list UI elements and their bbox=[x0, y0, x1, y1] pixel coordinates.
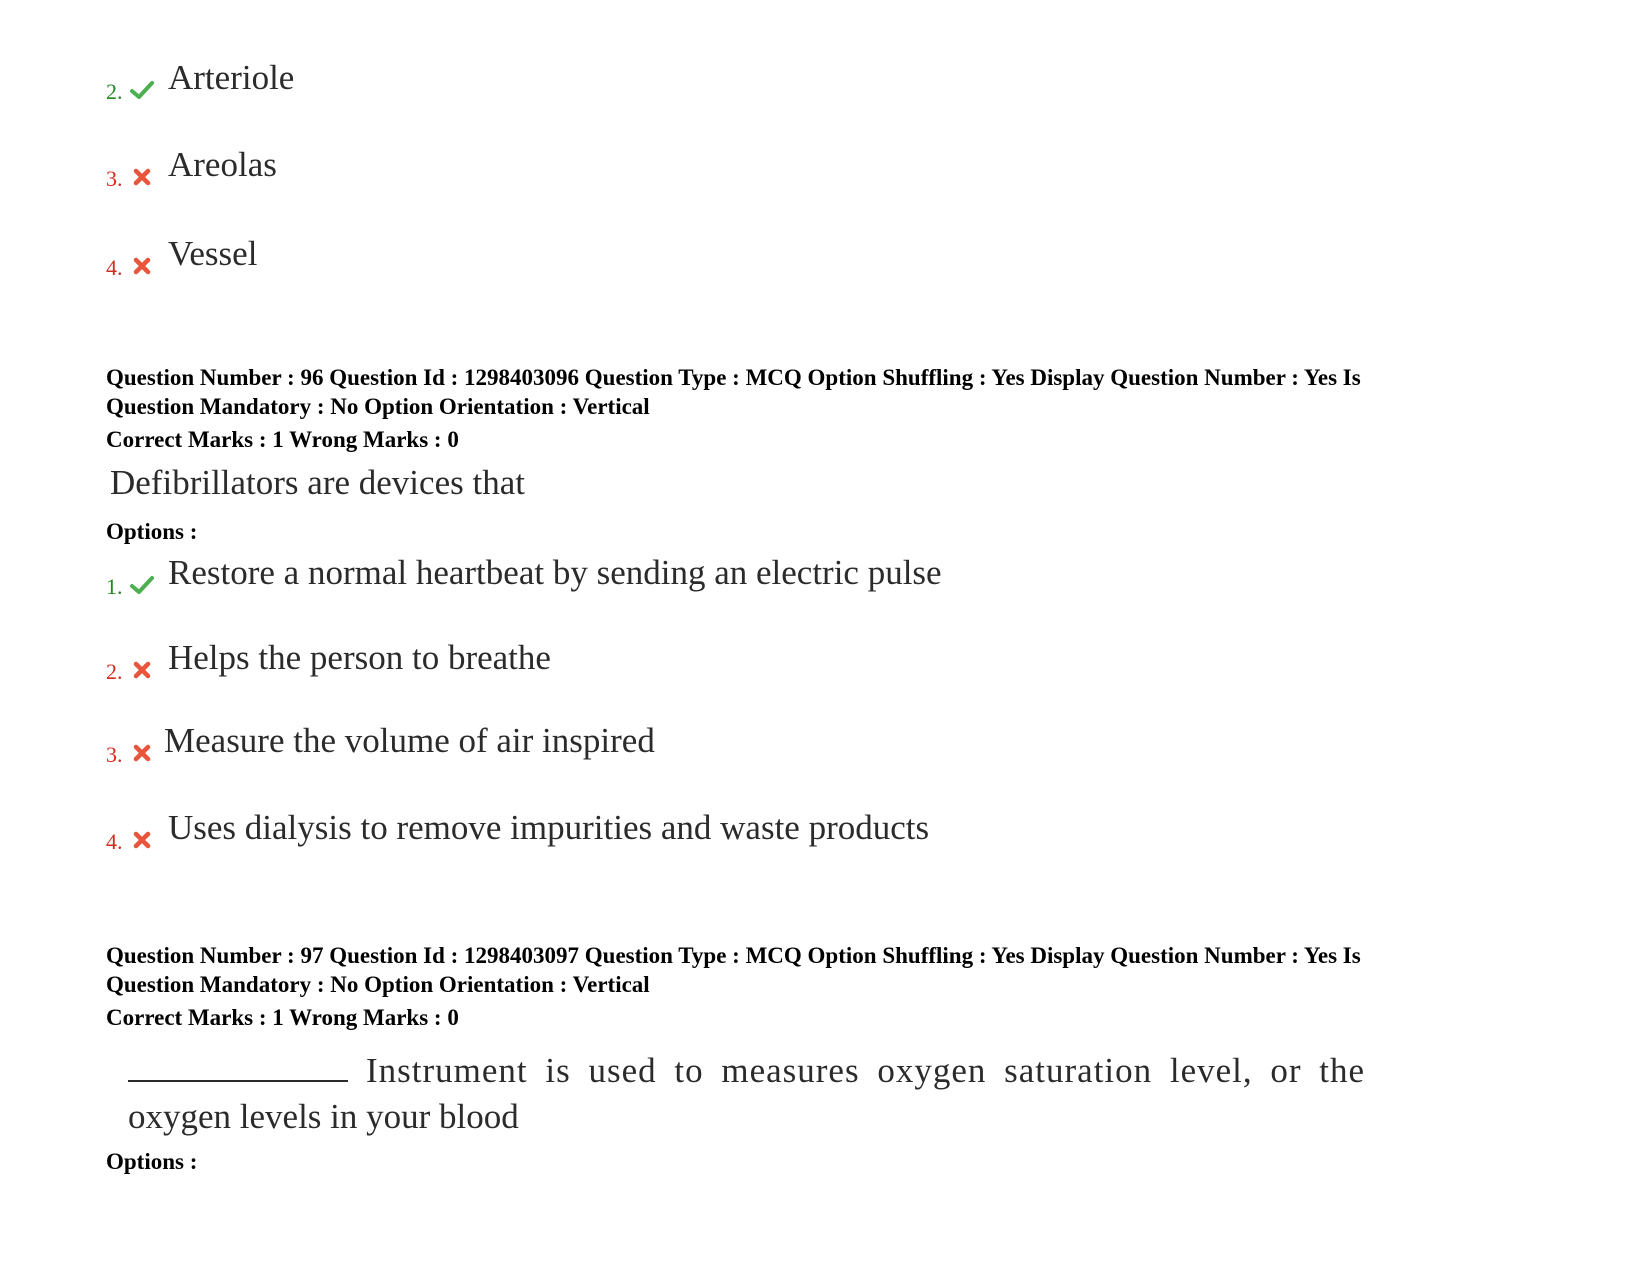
option-number: 4. bbox=[106, 255, 123, 280]
option-number: 2. bbox=[106, 79, 123, 104]
question-96-marks: Correct Marks : 1 Wrong Marks : 0 bbox=[106, 427, 459, 452]
question-97-line-2: oxygen levels in your blood bbox=[128, 1097, 519, 1136]
question-96-meta bbox=[106, 363, 1546, 421]
answer-blank bbox=[128, 1046, 348, 1082]
question-97-text bbox=[128, 1046, 1365, 1140]
option-text: Areolas bbox=[168, 145, 277, 184]
option-number: 1. bbox=[106, 574, 123, 599]
meta-line-1: Question Number : 96 Question Id : 1298403096 Question Type : MCQ Option Shuffling : Yes Display Question Number : Yes Is bbox=[106, 365, 1361, 390]
cross-icon bbox=[130, 828, 154, 852]
question-96-text: Defibrillators are devices that bbox=[110, 463, 525, 502]
question-97-meta bbox=[106, 941, 1546, 999]
option-text: Vessel bbox=[168, 234, 258, 273]
option-text: Restore a normal heartbeat by sending an electric pulse bbox=[168, 553, 942, 592]
meta-line-2: Question Mandatory : No Option Orientation : Vertical bbox=[106, 972, 650, 997]
option-text: Measure the volume of air inspired bbox=[164, 721, 655, 760]
check-icon bbox=[130, 573, 154, 597]
options-label: Options : bbox=[106, 1149, 198, 1174]
cross-icon bbox=[130, 254, 154, 278]
option-text: Helps the person to breathe bbox=[168, 638, 551, 677]
meta-line-2: Question Mandatory : No Option Orientation : Vertical bbox=[106, 394, 650, 419]
option-text: Uses dialysis to remove impurities and waste products bbox=[168, 808, 930, 847]
options-label: Options : bbox=[106, 519, 198, 544]
cross-icon bbox=[130, 165, 154, 189]
option-number: 4. bbox=[106, 829, 123, 854]
option-number: 2. bbox=[106, 659, 123, 684]
cross-icon bbox=[130, 741, 154, 765]
question-97-line-1-text: Instrument is used to measures oxygen saturation level, or the bbox=[366, 1051, 1366, 1090]
option-text: Arteriole bbox=[168, 58, 295, 97]
cross-icon bbox=[130, 658, 154, 682]
question-97-line-1 bbox=[128, 1046, 1365, 1094]
option-number: 3. bbox=[106, 742, 123, 767]
meta-line-1: Question Number : 97 Question Id : 1298403097 Question Type : MCQ Option Shuffling : Yes Display Question Number : Yes Is bbox=[106, 943, 1361, 968]
question-97-marks: Correct Marks : 1 Wrong Marks : 0 bbox=[106, 1005, 459, 1030]
check-icon bbox=[130, 78, 154, 102]
option-number: 3. bbox=[106, 166, 123, 191]
